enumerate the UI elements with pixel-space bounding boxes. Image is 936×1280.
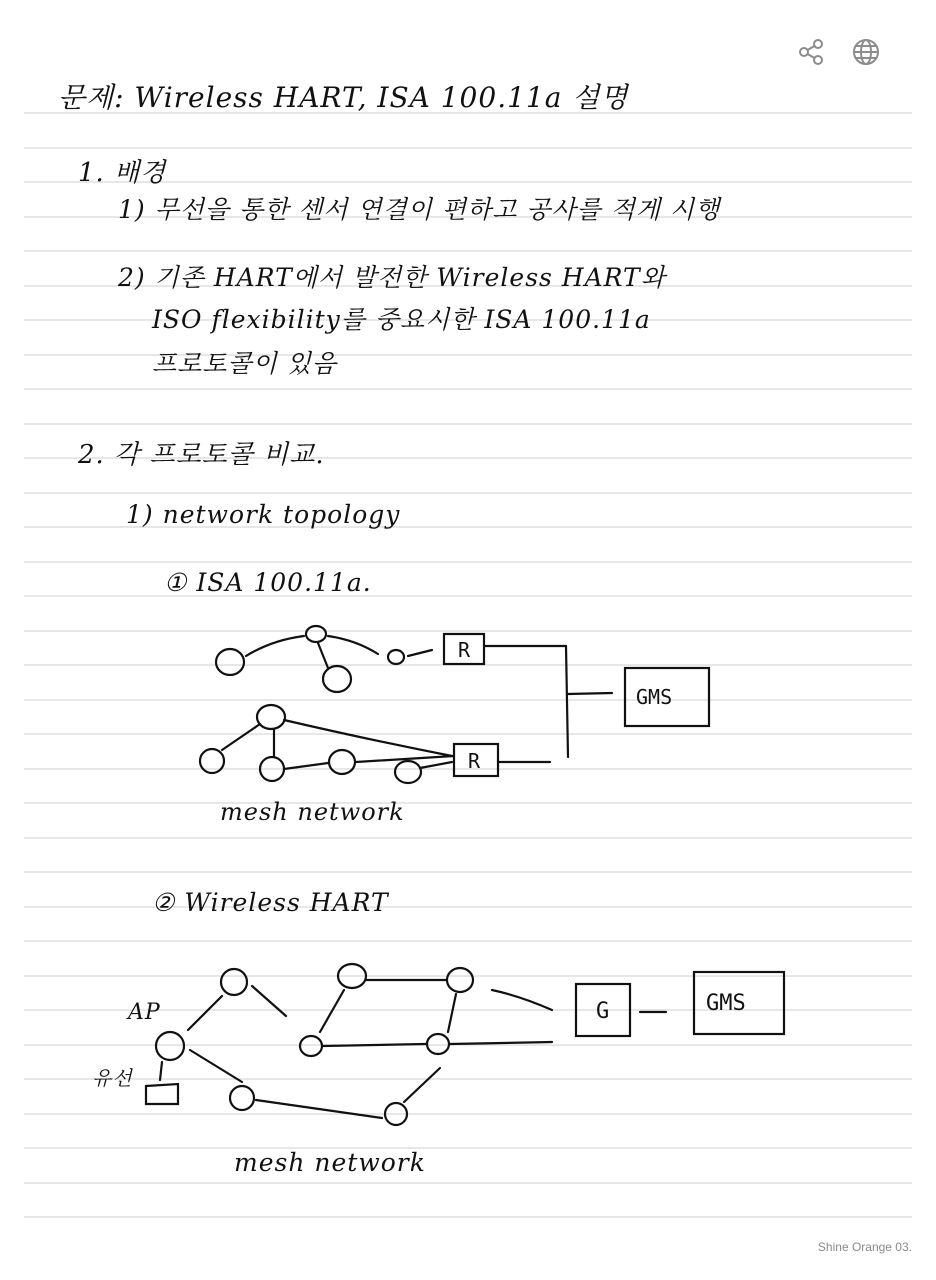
- section2-item1: 1) network topology: [126, 500, 401, 529]
- gms-label-1: GMS: [636, 685, 673, 709]
- gms-label-2: GMS: [706, 991, 746, 1016]
- diagram2-node: [156, 1032, 184, 1060]
- section1-item2-line1: 2) 기존 HART에서 발전한 Wireless HART와: [118, 263, 666, 292]
- ap-label: AP: [128, 1000, 161, 1025]
- diagram2-node: [385, 1103, 407, 1125]
- diagram2-node: [221, 969, 247, 995]
- router-label-2: R: [468, 749, 481, 773]
- note-title: 문제: Wireless HART, ISA 100.11a 설명: [58, 81, 629, 114]
- gateway-label: G: [596, 999, 610, 1024]
- diagram1-caption: mesh network: [220, 798, 405, 826]
- diagram2-caption: mesh network: [234, 1148, 426, 1177]
- section1-item2-line2: ISO flexibility를 중요시한 ISA 100.11a: [152, 305, 651, 334]
- section2-sub2: ② Wireless HART: [152, 888, 389, 917]
- section2-heading: 2. 각 프로토콜 비교.: [78, 440, 325, 470]
- diagram2-node: [338, 964, 366, 988]
- section1-item1: 1) 무선을 통한 센서 연결이 편하고 공사를 적게 시행: [118, 195, 721, 224]
- diagram2-node: [447, 968, 473, 992]
- section2-sub1: ① ISA 100.11a.: [164, 568, 372, 597]
- diagram2-node: [300, 1036, 322, 1056]
- wired-label: 유선: [92, 1066, 133, 1090]
- wired-device: [146, 1084, 178, 1104]
- footer-brand: Shine Orange 03.: [817, 1240, 912, 1254]
- diagram2-node: [427, 1034, 449, 1054]
- router-label-1: R: [458, 638, 471, 662]
- section1-item2-line3: 프로토콜이 있음: [152, 349, 337, 378]
- section1-heading: 1. 배경: [78, 158, 167, 188]
- diagram2-node: [230, 1086, 254, 1110]
